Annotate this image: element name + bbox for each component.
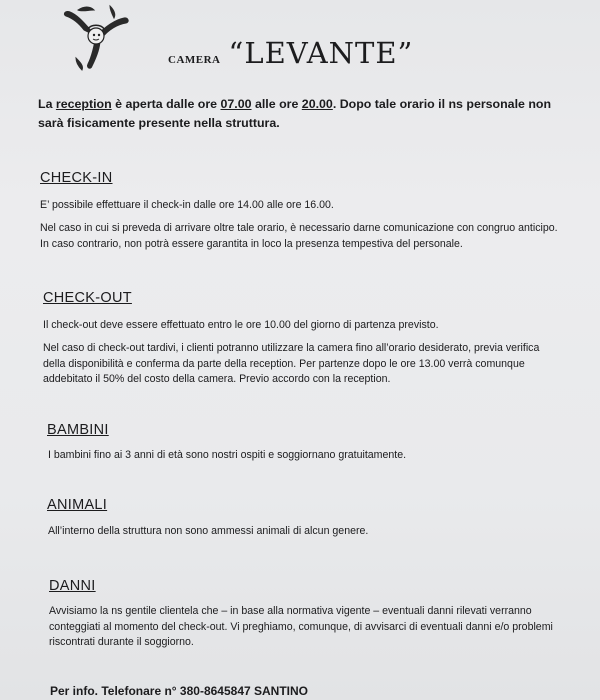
room-name: “LEVANTE” [228, 36, 414, 70]
checkout-text-2: Nel caso di check-out tardivi, i clienti potranno utilizzare la camera fino all’orario desiderato, previa verifica della disponibilità e conferma da parte della reception. Per partenze dopo le ore 13.00 verrà comunque addebitato il 50% del costo della camera. Previo accordo con la reception. [43, 342, 540, 385]
checkout-heading: CHECK-OUT [43, 290, 132, 306]
intro-text-1: La [38, 97, 56, 111]
bambini-text: I bambini fino ai 3 anni di età sono nostri ospiti e soggiornano gratuitamente. [48, 449, 407, 461]
intro-text-2: è aperta dalle ore [111, 97, 221, 111]
checkout-text-1: Il check-out deve essere effettuato entro le ore 10.00 del giorno di partenza previsto. [43, 319, 439, 331]
trinacria-logo [58, 2, 134, 72]
intro-open-time: 07.00 [220, 97, 252, 111]
animali-text: All’interno della struttura non sono ammessi animali di alcun genere. [48, 525, 369, 537]
intro-text-4: . Dopo tale orario il ns personale non sarà fisicamente presente nella struttura. [38, 97, 552, 130]
checkin-heading: CHECK-IN [40, 170, 113, 186]
room-title [168, 36, 413, 70]
contact-info: Per info. Telefonare n° 380-8645847 SANTINO [50, 684, 308, 698]
bambini-heading: BAMBINI [47, 422, 109, 438]
intro-text-3: alle ore [251, 97, 302, 111]
danni-heading: DANNI [49, 578, 96, 594]
reception-hours-notice [38, 95, 558, 133]
danni-text: Avvisiamo la ns gentile clientela che – in base alla normativa vigente – eventuali danni rilevati verranno conteggiati al momento del check-out. Vi preghiamo, comunque, di avvisarci di eventuali danni e/o problemi riscontrati durante il soggiorno. [49, 605, 553, 648]
intro-reception: reception [55, 97, 112, 111]
camera-label: CAMERA [168, 54, 221, 66]
checkin-text-1: E’ possibile effettuare il check-in dalle ore 14.00 alle ore 16.00. [40, 199, 334, 211]
animali-heading: ANIMALI [47, 497, 108, 513]
intro-close-time: 20.00 [301, 97, 333, 111]
checkin-text-2: Nel caso in cui si preveda di arrivare oltre tale orario, è necessario darne comunicazione con congruo anticipo. In caso contrario, non potrà essere garantita in loco la presenza tempestiva del personale. [40, 222, 558, 250]
